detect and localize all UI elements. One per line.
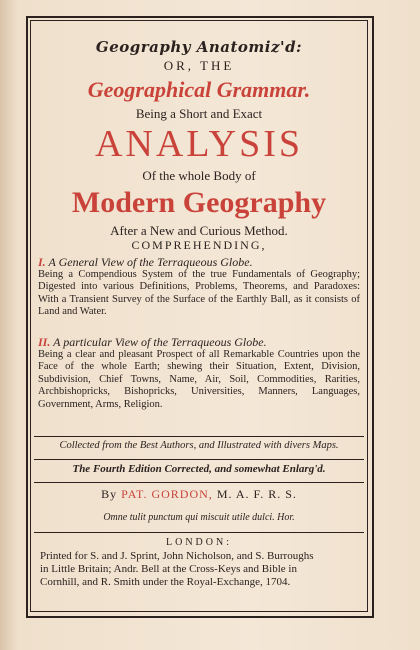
author-line <box>34 487 364 502</box>
collected-note: Collected from the Best Authors, and Illustrated with divers Maps. <box>59 440 339 451</box>
title-red: Geographical Grammar. <box>87 77 311 102</box>
section-2-heading: A particular View of the Terraqueous Globe. <box>53 335 267 349</box>
comprehending: COMPREHENDING, <box>131 238 267 252</box>
modern-geography-heading: Modern Geography <box>71 186 327 219</box>
divider-2 <box>34 459 364 460</box>
london-heading: LONDON: <box>166 537 232 548</box>
imprint-line-1: Printed for S. and J. Sprint, John Nicholson, and S. Burroughs <box>40 550 314 562</box>
section-2 <box>38 336 360 411</box>
author-suffix: M. A. F. R. S. <box>216 487 297 501</box>
imprint-line-3: Cornhill, and R. Smith under the Royal-Exchange, 1704. <box>40 576 291 588</box>
divider-3 <box>34 482 364 483</box>
author-name: PAT. GORDON, <box>121 487 213 501</box>
or-the: OR, THE <box>163 58 235 73</box>
subtitle-1: Being a Short and Exact <box>135 106 263 121</box>
motto: Omne tulit punctum qui miscuit utile dulci. Hor. <box>103 512 295 523</box>
section-1 <box>38 256 360 319</box>
section-1-body: Being a Compendious System of the true Fundamentals of Geography; Digested into various Definitions, Problems, Theorems, and Paradoxes: With a Transient Survey of the Surface of the Earthly Ball, as it consists of Land and Water. <box>38 268 360 317</box>
section-1-numeral: I. <box>38 255 46 269</box>
section-1-heading: A General View of the Terraqueous Globe. <box>48 255 253 269</box>
edition-note: The Fourth Edition Corrected, and somewhat Enlarg'd. <box>72 463 326 475</box>
section-2-body: Being a clear and pleasant Prospect of all Remarkable Countries upon the Face of the whole Earth; shewing their Situation, Extent, Division, Subdivision, Chief Towns, Name, Air, Soil, Commodities, Rarities, Archbishopricks, Bishopricks, Universities, Manners, Languages, Government, Arms, Religion. <box>38 348 360 410</box>
subtitle-2: Of the whole Body of <box>142 168 256 183</box>
divider-4 <box>34 532 364 533</box>
section-2-numeral: II. <box>38 335 51 349</box>
imprint-line-2: in Little Britain; Andr. Bell at the Cross-Keys and Bible in <box>40 563 297 575</box>
subtitle-3: After a New and Curious Method. <box>110 223 288 238</box>
imprint <box>40 550 360 589</box>
title-top: Geography Anatomiz'd: <box>95 38 303 56</box>
divider-1 <box>34 436 364 437</box>
author-prefix: By <box>101 487 118 501</box>
analysis-heading: ANALYSIS <box>94 123 304 165</box>
